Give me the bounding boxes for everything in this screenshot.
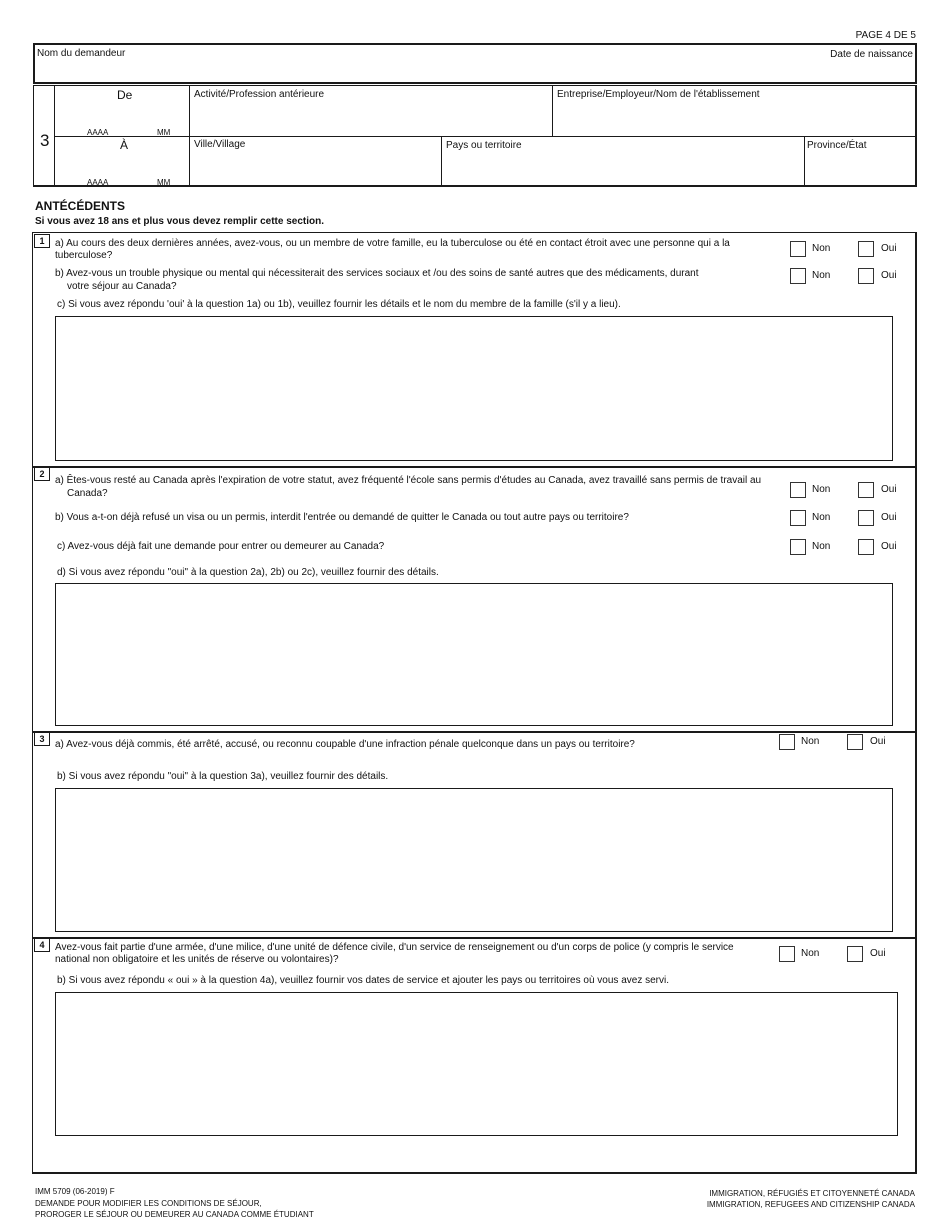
from-date-field[interactable] [60, 104, 184, 124]
question-3-number: 3 [34, 732, 50, 746]
footer-dept-en: IMMIGRATION, REFUGEES AND CITIZENSHIP CANADA [706, 1200, 915, 1209]
city-field[interactable] [194, 154, 436, 182]
question-4-number: 4 [34, 938, 50, 952]
from-year-label: AAAA [87, 128, 109, 137]
question-3b-text: b) Si vous avez répondu "oui" à la question 3a), veuillez fournir des détails. [57, 771, 389, 782]
dob-label: Date de naissance [830, 49, 913, 60]
q4-details-textarea[interactable] [55, 992, 898, 1136]
q2c-no-checkbox[interactable] [790, 539, 806, 555]
q1a-yes-checkbox[interactable] [858, 241, 874, 257]
q4a-yes-label: Oui [870, 948, 886, 959]
q1b-yes-checkbox[interactable] [858, 268, 874, 284]
city-label: Ville/Village [194, 139, 246, 150]
q1b-no-label: Non [812, 270, 831, 281]
q4a-yes-checkbox[interactable] [847, 946, 863, 962]
q3a-no-label: Non [801, 736, 820, 747]
previous-activity-row [33, 85, 917, 187]
q2a-no-label: Non [812, 484, 831, 495]
q4a-no-checkbox[interactable] [779, 946, 795, 962]
q1b-no-checkbox[interactable] [790, 268, 806, 284]
to-label: À [120, 138, 129, 152]
activity-field[interactable] [194, 104, 548, 132]
to-month-label: MM [157, 178, 171, 187]
q2-details-textarea[interactable] [55, 583, 893, 726]
q1a-yes-label: Oui [881, 243, 897, 254]
q4a-no-label: Non [801, 948, 820, 959]
q2a-yes-label: Oui [881, 484, 897, 495]
from-label: De [117, 88, 133, 102]
question-1a-text: a) Au cours des deux dernières années, avez-vous, ou un membre de votre famille, eu la tuberculose ou été en contact étroit avec une personne qui a la tuberculose? [55, 238, 730, 261]
q3a-no-checkbox[interactable] [779, 734, 795, 750]
province-label: Province/État [807, 140, 867, 151]
q3-details-textarea[interactable] [55, 788, 893, 932]
dob-field[interactable] [791, 63, 911, 81]
footer-form-title-line2: PROROGER LE SÉJOUR OU DEMEURER AU CANADA COMME ÉTUDIANT [35, 1210, 314, 1219]
q2c-yes-label: Oui [881, 541, 897, 552]
question-3a-text: a) Avez-vous déjà commis, été arrêté, accusé, ou reconnu coupable d'une infraction pénale quelconque dans un pays ou territoire? [55, 739, 635, 750]
background-section-subtitle: Si vous avez 18 ans et plus vous devez remplir cette section. [35, 216, 325, 227]
to-date-field[interactable] [60, 154, 184, 174]
from-month-label: MM [157, 128, 171, 137]
q1b-yes-label: Oui [881, 270, 897, 281]
q1a-no-label: Non [812, 243, 831, 254]
q2c-no-label: Non [812, 541, 831, 552]
question-1c-text: c) Si vous avez répondu 'oui' à la question 1a) ou 1b), veuillez fournir les détails et le nom du membre de la famille (s'il y a lieu). [57, 299, 621, 310]
applicant-name-label: Nom du demandeur [37, 48, 126, 59]
question-2b-text: b) Vous a-t-on déjà refusé un visa ou un permis, interdit l'entrée ou demandé de quitter le Canada ou tout autre pays ou territoire? [55, 512, 629, 523]
q1a-no-checkbox[interactable] [790, 241, 806, 257]
footer-form-code: IMM 5709 (06-2019) F [35, 1187, 115, 1196]
footer-form-title-line1: DEMANDE POUR MODIFIER LES CONDITIONS DE SÉJOUR, [35, 1199, 262, 1208]
q3a-yes-checkbox[interactable] [847, 734, 863, 750]
province-field[interactable] [808, 154, 912, 182]
to-year-label: AAAA [87, 178, 109, 187]
country-field[interactable] [446, 154, 800, 182]
row-number: 3 [40, 131, 50, 150]
question-2c-text: c) Avez-vous déjà fait une demande pour entrer ou demeurer au Canada? [57, 541, 385, 552]
question-4a-text: Avez-vous fait partie d'une armée, d'une milice, d'une unité de défence civile, d'un service de renseignement ou d'un corps de police (y compris le service national non obligatoire et les unités de réserve ou volontaires)? [55, 942, 734, 965]
q2b-no-label: Non [812, 512, 831, 523]
background-section-title: ANTÉCÉDENTS [35, 199, 126, 213]
question-4b-text: b) Si vous avez répondu « oui » à la question 4a), veuillez fournir vos dates de service et ajouter les pays ou territoires où vous avez servi. [57, 975, 669, 986]
activity-label: Activité/Profession antérieure [194, 89, 325, 100]
question-2d-text: d) Si vous avez répondu "oui" à la question 2a), 2b) ou 2c), veuillez fournir des détails. [57, 567, 439, 578]
page-indicator: PAGE 4 DE 5 [855, 30, 916, 41]
q1-details-textarea[interactable] [55, 316, 893, 461]
question-1-number: 1 [34, 234, 50, 248]
question-1b-text-line1: b) Avez-vous un trouble physique ou mental qui nécessiterait des services sociaux et /ou des soins de santé autres que des médicaments, durant [55, 268, 699, 279]
footer-dept-fr: IMMIGRATION, RÉFUGIÉS ET CITOYENNETÉ CANADA [709, 1189, 915, 1198]
q2a-no-checkbox[interactable] [790, 482, 806, 498]
q3a-yes-label: Oui [870, 736, 886, 747]
employer-field[interactable] [557, 104, 911, 132]
q2a-yes-checkbox[interactable] [858, 482, 874, 498]
question-2-number: 2 [34, 467, 50, 481]
country-label: Pays ou territoire [446, 140, 522, 151]
q2c-yes-checkbox[interactable] [858, 539, 874, 555]
q2b-yes-checkbox[interactable] [858, 510, 874, 526]
question-2a-text-line2: Canada? [67, 488, 108, 499]
question-2a-text-line1: a) Êtes-vous resté au Canada après l'expiration de votre statut, avez fréquenté l'école sans permis d'études au Canada, avez travaillé sans permis de travail au [55, 475, 762, 486]
applicant-header-box [33, 43, 917, 84]
question-1b-text-line2: votre séjour au Canada? [67, 281, 177, 292]
q2b-yes-label: Oui [881, 512, 897, 523]
employer-label: Entreprise/Employeur/Nom de l'établissement [557, 89, 760, 100]
applicant-name-field[interactable] [39, 61, 739, 81]
q2b-no-checkbox[interactable] [790, 510, 806, 526]
